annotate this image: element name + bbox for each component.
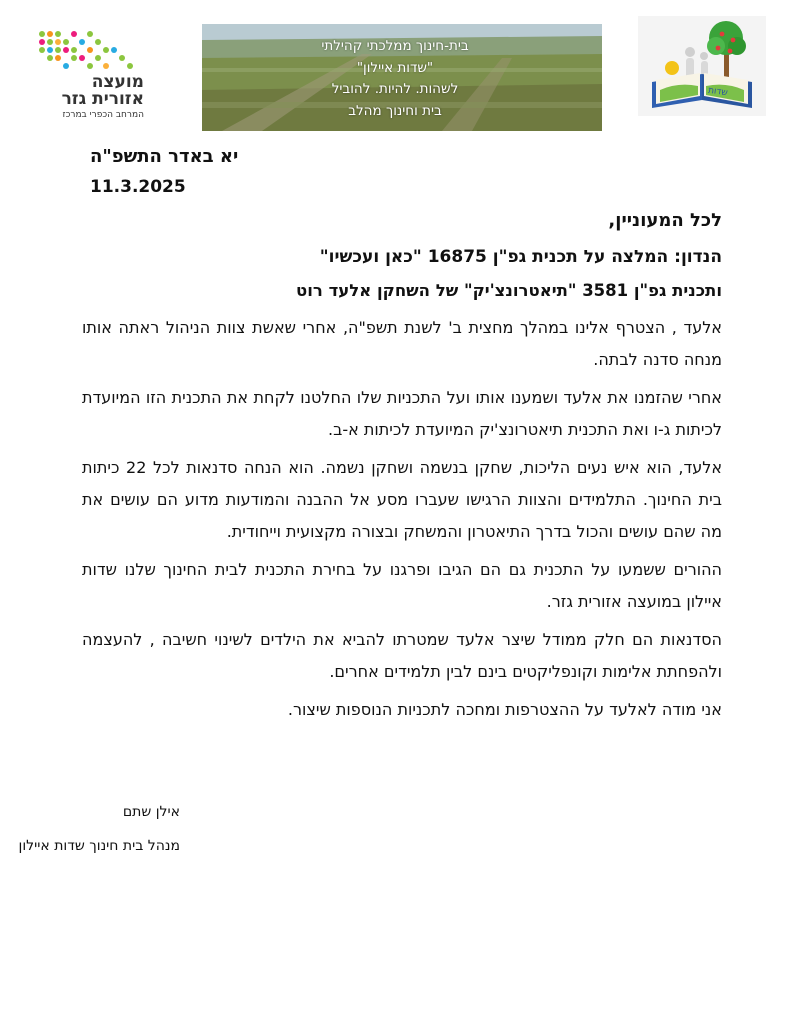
council-logo	[34, 28, 152, 124]
school-logo-text: שדות	[707, 85, 729, 99]
gregorian-date: 11.3.2025	[90, 177, 186, 197]
paragraph-2: אחרי שהזמנו את אלעד ושמענו אותו ועל התכניות שלו החלטנו לקחת את התכנית הזו המיועדת לכיתות ג-ו ואת התכנית תיאטרונצ'יק המיועדת לכיתות א-ב.	[82, 388, 722, 439]
school-logo-icon	[638, 16, 766, 116]
paragraph-4: ההורים ששמעו על התכנית גם הם הגיבו ופרגנו על בחירת התכנית לבית החינוך שלנו שדות איילון במועצה אזורית גזר.	[82, 560, 722, 611]
paragraph-1: אלעד , הצטרף אלינו במהלך מחצית ב' לשנת תשפ"ה, אחרי שאשת צוות הניהול ראתה אותו מנחה סדנה לבתה.	[82, 318, 722, 369]
paragraph-6: אני מודה לאלעד על ההצטרפות ומחכה לתכניות הנוספות שיצור.	[287, 700, 722, 719]
council-logo-name: מועצה אזורית גזר	[61, 72, 144, 109]
banner-text	[280, 36, 510, 122]
paragraph-5: הסדנאות הם חלק ממודל שיצר אלעד שמטרתו להביא את הילדים לשינוי חשיבה , להעצמה ולהפחתת אלימות וקונפליקטים בינם לבין תלמידים אחרים.	[82, 630, 722, 681]
banner-line-2: "שדות איילון"	[356, 59, 434, 76]
salutation: לכל המעוניין,	[608, 210, 722, 231]
signature-name: אילן שתם	[122, 804, 180, 820]
subject-line-2: ותכנית גפ"ן 3581 "תיאטרונצ'יק" של השחקן אלעד רוט	[296, 281, 722, 300]
banner-line-3: לשהות. להיות. להוביל	[331, 81, 459, 97]
letter-body	[82, 210, 722, 732]
subject-line-1: הנדון: המלצה על תכנית גפ"ן 16875 "כאן ועכשיו"	[319, 247, 722, 267]
council-logo-tagline: המרחב הכפרי במרכז	[62, 110, 144, 120]
header-banner	[202, 24, 602, 131]
signature-title: מנהל בית חינוך שדות איילון	[18, 838, 180, 854]
hebrew-date: יא באדר התשפ"ה	[90, 146, 239, 167]
banner-line-4: בית וחינוך מהלב	[348, 102, 442, 119]
council-logo-dots-icon	[34, 28, 152, 74]
banner-line-1: בית-חינוך ממלכתי קהילתי	[321, 38, 469, 54]
school-logo	[638, 16, 766, 116]
paragraph-3: אלעד, הוא איש נעים הליכות, שחקן בנשמה ושחקן נשמה. הוא הנחה סדנאות לכל 22 כיתות בית החינוך. התלמידים והצוות הרגישו שעברו מסע אל ההבנה והמודעות מדוע הם עושים את מה שהם עושים והכול בדרך התיאטרון והמשחק ובצורה מקצועית וייחודית.	[82, 458, 723, 541]
